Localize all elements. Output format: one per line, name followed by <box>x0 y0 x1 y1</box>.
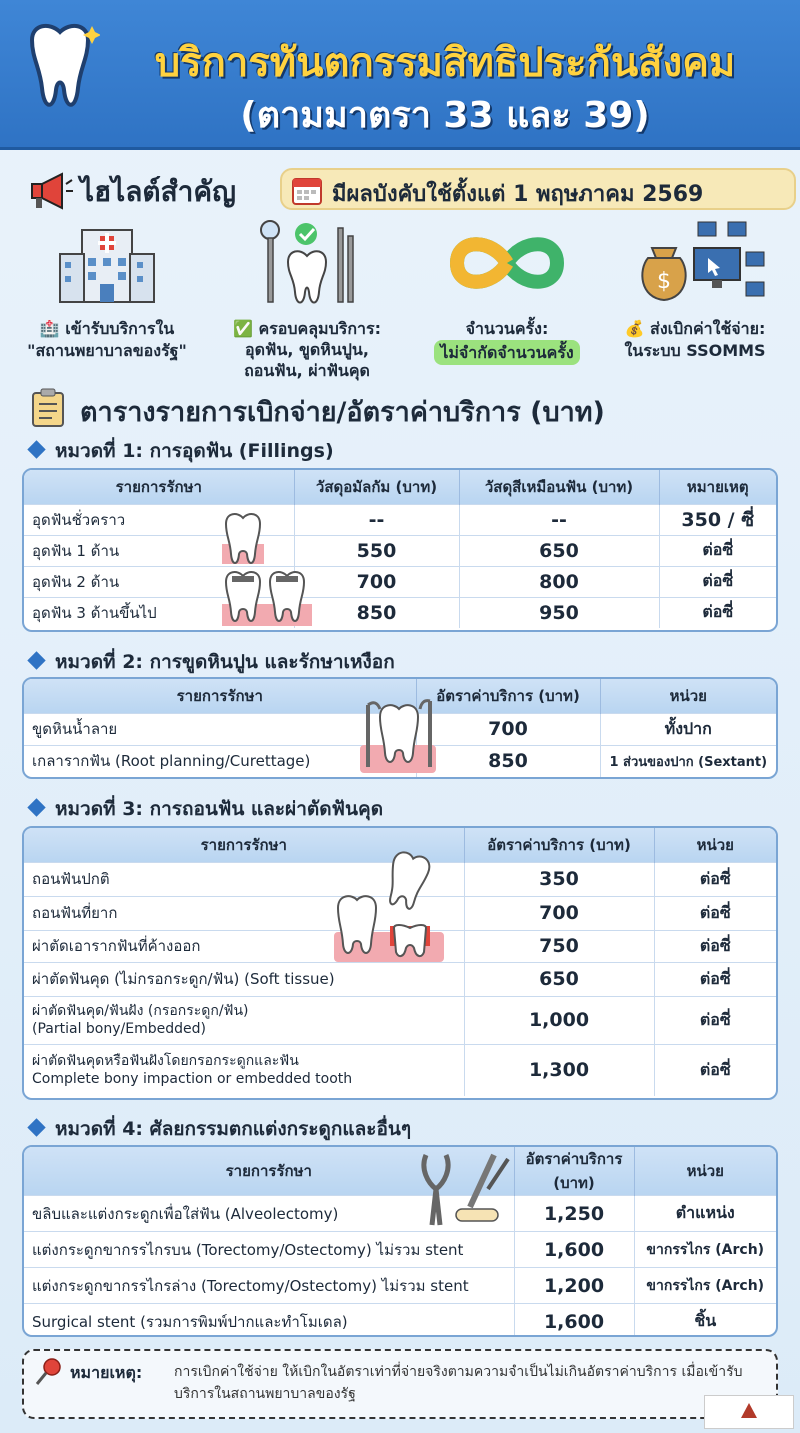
amalgam-price: 550 <box>294 535 459 566</box>
unit: ต่อซี่ <box>654 996 776 1044</box>
service-price: 700 <box>464 896 654 930</box>
feature-caption-line: ✅ ครอบคลุมบริการ: <box>232 319 382 338</box>
column-header: วัสดุอมัลกัม (บาท) <box>294 470 459 504</box>
remark: 350 / ซี่ <box>659 504 776 535</box>
treatment-name-line: ผ่าตัดฟันคุด/ฟันฝัง (กรอกระดูก/ฟัน) <box>32 1003 249 1019</box>
feature-caption-line: ถอนฟัน, ผ่าฟันคุด <box>244 361 370 380</box>
unit: 1 ส่วนของปาก (Sextant) <box>600 745 776 777</box>
column-header: รายการรักษา <box>24 1147 514 1196</box>
diamond-bullet-icon <box>27 440 45 458</box>
treatment-name: ถอนฟันปกติ <box>24 862 464 896</box>
column-header: อัตราค่าบริการ (บาท) <box>514 1147 634 1196</box>
feature-government-hospital <box>12 218 202 378</box>
header-banner <box>0 0 800 150</box>
table-row <box>24 1304 776 1338</box>
filled-tooth-icon <box>220 510 320 630</box>
dental-tools-icon <box>252 218 362 308</box>
table-row <box>24 1268 776 1304</box>
megaphone-icon <box>28 168 74 212</box>
infinity-icon <box>442 218 572 308</box>
scaling-table <box>22 677 778 779</box>
treatment-name-line: Complete bony impaction or embedded tooth <box>32 1071 353 1088</box>
table-row <box>24 566 776 597</box>
remark: ต่อซี่ <box>659 535 776 566</box>
hospital-icon <box>52 218 162 308</box>
diamond-bullet-icon <box>27 651 45 669</box>
feature-ssomms-billing <box>600 218 790 378</box>
treatment-name <box>24 1044 464 1096</box>
service-price: 1,600 <box>514 1232 634 1268</box>
page-title: บริการทันตกรรมสิทธิประกันสังคม <box>154 40 736 86</box>
amalgam-price: 850 <box>294 597 459 628</box>
category-4-label: หมวดที่ 4: ศัลยกรรมตกแต่งกระดูกและอื่นๆ <box>55 1118 412 1140</box>
effective-date-text: มีผลบังคับใช้ตั้งแต่ 1 พฤษภาคม 2569 <box>332 182 704 207</box>
unit: ต่อซี่ <box>654 930 776 962</box>
composite-price: 650 <box>459 535 659 566</box>
category-3-label: หมวดที่ 3: การถอนฟัน และผ่าตัดฟันคุด <box>55 798 384 820</box>
remark: ต่อซี่ <box>659 597 776 628</box>
service-price: 1,250 <box>514 1196 634 1232</box>
unit: ชิ้น <box>634 1304 776 1338</box>
category-1-label: หมวดที่ 1: การอุดฟัน (Fillings) <box>55 440 334 462</box>
clipboard-icon <box>30 388 66 428</box>
column-header: วัสดุสีเหมือนฟัน (บาท) <box>459 470 659 504</box>
remark-label: หมายเหตุ: <box>70 1363 143 1382</box>
service-price: 700 <box>416 713 600 745</box>
diamond-bullet-icon <box>27 798 45 816</box>
rates-section-title: ตารางรายการเบิกจ่าย/อัตราค่าบริการ (บาท) <box>80 397 605 428</box>
remark-text: การเบิกค่าใช้จ่าย ให้เบิกในอัตราเท่าที่จ่ายจริงตามความจำเป็นไม่เกินอัตราค่าบริการ เมื่อเข้ารับบริการในสถานพยาบาลของรัฐ <box>174 1364 743 1402</box>
table-row <box>24 504 776 535</box>
pushpin-icon <box>34 1357 64 1387</box>
category-4-title <box>30 1114 411 1144</box>
column-header: หน่วย <box>654 828 776 862</box>
treatment-name: ผ่าตัดเอารากฟันที่ค้างออก <box>24 930 464 962</box>
treatment-name: อุดฟัน 1 ด้าน <box>24 535 294 566</box>
column-header: อัตราค่าบริการ (บาท) <box>464 828 654 862</box>
service-price: 350 <box>464 862 654 896</box>
category-2-title <box>30 647 395 677</box>
table-header-row <box>24 470 776 504</box>
column-header: หน่วย <box>634 1147 776 1196</box>
service-price: 1,600 <box>514 1304 634 1338</box>
treatment-name: ขลิบและแต่งกระดูกเพื่อใส่ฟัน (Alveolectomy) <box>24 1196 514 1232</box>
feature-caption-line: จำนวนครั้ง: <box>465 319 549 338</box>
highlight-title: ไฮไลต์สำคัญ <box>80 175 236 208</box>
column-header: หน่วย <box>600 679 776 713</box>
feature-caption-line: "สถานพยาบาลของรัฐ" <box>27 341 187 360</box>
table-row <box>24 1232 776 1268</box>
treatment-name: ผ่าตัดฟันคุด (ไม่กรอกระดูก/ฟัน) (Soft tissue) <box>24 962 464 996</box>
feature-coverage <box>212 218 402 378</box>
feature-caption-line: 💰 ส่งเบิกค่าใช้จ่าย: <box>624 319 766 338</box>
service-price: 1,200 <box>514 1268 634 1304</box>
feature-caption-line: อุดฟัน, ขูดหินปูน, <box>245 340 369 359</box>
remark: ต่อซี่ <box>659 566 776 597</box>
diamond-bullet-icon <box>27 1118 45 1136</box>
extraction-table <box>22 826 778 1100</box>
unlimited-pill: ไม่จำกัดจำนวนครั้ง <box>434 340 579 365</box>
column-header: รายการรักษา <box>24 828 464 862</box>
svg-text:$: $ <box>657 269 671 294</box>
treatment-name-line: ผ่าตัดฟันคุดหรือฟันฝังโดยกรอกระดูกและฟัน <box>32 1053 299 1070</box>
treatment-name-line: (Partial bony/Embedded) <box>32 1021 206 1037</box>
composite-price: -- <box>459 504 659 535</box>
category-3-title <box>30 794 383 824</box>
unit: ขากรรไกร (Arch) <box>634 1268 776 1304</box>
treatment-name: อุดฟัน 2 ด้าน <box>24 566 294 597</box>
unit: ต่อซี่ <box>654 1044 776 1096</box>
fillings-table <box>22 468 778 632</box>
money-computer-icon <box>628 218 768 308</box>
table-row <box>24 597 776 628</box>
table-row <box>24 1044 776 1096</box>
amalgam-price: -- <box>294 504 459 535</box>
column-header: รายการรักษา <box>24 470 294 504</box>
table-row <box>24 996 776 1044</box>
treatment-name: อุดฟัน 3 ด้านขึ้นไป <box>24 597 294 628</box>
feature-caption-line: 🏥 เข้ารับบริการใน <box>39 319 175 338</box>
service-price: 1,300 <box>464 1044 654 1096</box>
bone-surgery-table <box>22 1145 778 1337</box>
highlight-row <box>28 168 788 212</box>
page-subtitle: (ตามมาตรา 33 และ 39) <box>240 95 650 136</box>
treatment-name: ถอนฟันที่ยาก <box>24 896 464 930</box>
table-row <box>24 535 776 566</box>
logo-icon <box>738 1400 760 1422</box>
watermark-logo <box>704 1395 794 1429</box>
extracted-tooth-icon <box>328 848 448 968</box>
service-price: 1,000 <box>464 996 654 1044</box>
treatment-name: เกลารากฟัน (Root planning/Curettage) <box>24 745 416 777</box>
amalgam-price: 700 <box>294 566 459 597</box>
composite-price: 800 <box>459 566 659 597</box>
remark-box <box>22 1349 778 1419</box>
service-price: 850 <box>416 745 600 777</box>
effective-date-badge <box>280 168 796 210</box>
treatment-name: Surgical stent (รวมการพิมพ์ปากและทำโมเดล) <box>24 1304 514 1338</box>
treatment-name: อุดฟันชั่วคราว <box>24 504 294 535</box>
tooth-icon <box>20 18 100 118</box>
unit: ทั้งปาก <box>600 713 776 745</box>
unlimited-pill-wrap <box>412 340 602 365</box>
column-header: รายการรักษา <box>24 679 416 713</box>
category-1-title <box>30 436 334 466</box>
calendar-icon <box>290 173 324 207</box>
treatment-name: แต่งกระดูกขากรรไกรล่าง (Torectomy/Ostectomy) ไม่รวม stent <box>24 1268 514 1304</box>
surgical-instruments-icon <box>416 1149 516 1229</box>
service-price: 750 <box>464 930 654 962</box>
feature-unlimited-visits <box>412 218 602 378</box>
treatment-name: ขูดหินน้ำลาย <box>24 713 416 745</box>
composite-price: 950 <box>459 597 659 628</box>
unit: ขากรรไกร (Arch) <box>634 1232 776 1268</box>
unit: ต่อซี่ <box>654 962 776 996</box>
service-price: 650 <box>464 962 654 996</box>
category-2-label: หมวดที่ 2: การขูดหินปูน และรักษาเหงือก <box>55 651 395 673</box>
unit: ตำแหน่ง <box>634 1196 776 1232</box>
column-header: หมายเหตุ <box>659 470 776 504</box>
unit: ต่อซี่ <box>654 896 776 930</box>
unit: ต่อซี่ <box>654 862 776 896</box>
column-header: อัตราค่าบริการ (บาท) <box>416 679 600 713</box>
treatment-name <box>24 996 464 1044</box>
treatment-name: แต่งกระดูกขากรรไกรบน (Torectomy/Ostectomy) ไม่รวม stent <box>24 1232 514 1268</box>
scaling-tooth-icon <box>354 697 444 777</box>
feature-caption-line: ในระบบ SSOMMS <box>624 341 766 360</box>
table-row <box>24 1196 776 1232</box>
table-header-row <box>24 1147 776 1196</box>
